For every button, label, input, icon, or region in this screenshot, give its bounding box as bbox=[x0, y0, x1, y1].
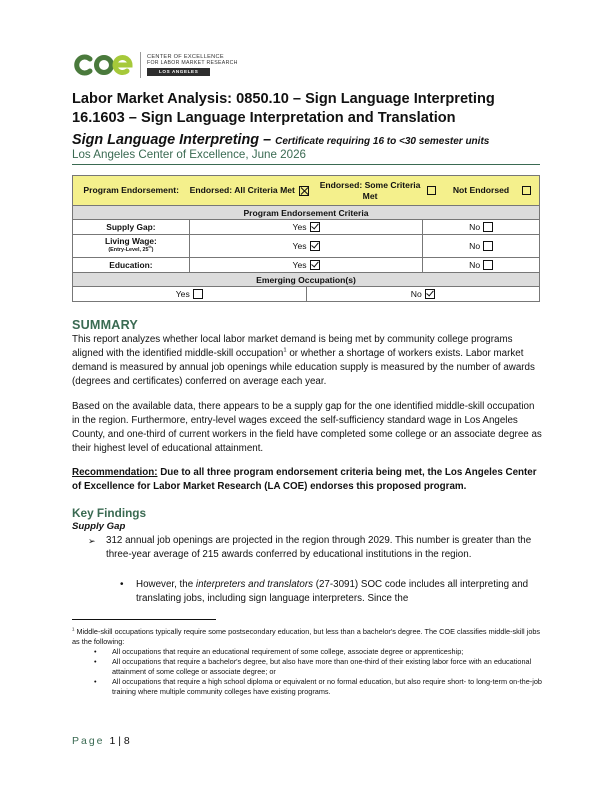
criteria-row-living-wage: Living Wage: (Entry-Level, 25th) Yes No bbox=[73, 235, 540, 258]
criteria-sub: (Entry-Level, 25th) bbox=[108, 245, 154, 253]
option-all-criteria: Endorsed: All Criteria Met bbox=[189, 185, 295, 195]
supply-gap-no-checkbox[interactable] bbox=[483, 222, 493, 232]
logo-divider bbox=[140, 52, 141, 78]
emerging-header-row bbox=[73, 273, 540, 287]
criteria-header-row bbox=[73, 206, 540, 220]
finding-sub-bullet-1: • However, the interpreters and translators (27-3091) SOC code includes all interpreting and translating jobs, including sign language interpreters. Since the bbox=[120, 579, 529, 604]
all-criteria-checkbox[interactable] bbox=[299, 186, 309, 196]
arrow-bullet-icon: ➢ bbox=[88, 536, 96, 546]
title-date: Los Angeles Center of Excellence, June 2026 bbox=[72, 148, 306, 161]
title-line3 bbox=[72, 131, 489, 149]
not-endorsed-checkbox[interactable] bbox=[522, 186, 531, 195]
emerging-header: Emerging Occupation(s) bbox=[73, 273, 540, 287]
footnote-intro: $^1$ Middle-skill occupations typically require some postsecondary education, but less than a bachelor's degree. The COE classifies middle-skill jobs as the following: bbox=[72, 626, 541, 646]
criteria-header: Program Endorsement Criteria bbox=[73, 206, 540, 220]
program-endorsement-label: Program Endorsement: bbox=[83, 185, 179, 195]
footnote-list bbox=[72, 647, 542, 697]
title-line2: 16.1603 – Sign Language Interpretation and Translation bbox=[72, 110, 456, 126]
coe-logo bbox=[72, 52, 238, 78]
page-footer bbox=[72, 735, 130, 747]
option-not-endorsed: Not Endorsed bbox=[452, 185, 510, 195]
recommendation-label: Recommendation: bbox=[72, 467, 158, 478]
education-yes-checkbox[interactable] bbox=[310, 260, 320, 270]
logo-line1: CENTER OF EXCELLENCE bbox=[147, 53, 224, 60]
summary-paragraph-1: This report analyzes whether local labor market demand is being met by community college programs aligned with the identified middle-skill occupation$^1$ or whether a shortage of workers exists. Labor market demand is measured by annual job openings while education supply is measured by the number of awards (degrees and certificates) conferred on average each year. bbox=[72, 334, 535, 387]
coe-logo-mark bbox=[72, 52, 136, 78]
finding-bullet-1: ➢ 312 annual job openings are projected in the region through 2029. This number is greater than the three-year average of 215 awards conferred by educational institutions in the region. bbox=[88, 535, 532, 560]
footnote-ref[interactable]: 1 bbox=[283, 347, 287, 354]
logo-badge: LOS ANGELES bbox=[147, 68, 210, 77]
coe-letters-icon bbox=[72, 54, 136, 76]
key-findings-heading: Key Findings bbox=[72, 506, 147, 520]
education-no-checkbox[interactable] bbox=[483, 260, 493, 270]
criteria-name: Education: bbox=[73, 258, 190, 273]
dot-bullet-icon: • bbox=[120, 579, 124, 590]
endorsement-header-row bbox=[73, 176, 540, 206]
option-some-criteria: Endorsed: Some Criteria Met bbox=[319, 179, 421, 201]
footnote bbox=[72, 627, 542, 697]
criteria-row-education: Education: Yes No bbox=[73, 258, 540, 273]
footnote-item: • All occupations that require an educational requirement of some college, associate degree or apprenticeship; bbox=[72, 647, 542, 657]
title-program-name: Sign Language Interpreting – bbox=[72, 132, 276, 148]
title-rule bbox=[72, 164, 540, 165]
footnote-item: • All occupations that require a bachelor's degree, but also have more than one-third of their existing labor force with an educational attainment of some college or associate degree; or bbox=[72, 657, 542, 677]
title-line1: Labor Market Analysis: 0850.10 – Sign Language Interpreting bbox=[72, 91, 495, 107]
endorsement-table bbox=[72, 175, 540, 302]
page-number: 1 | 8 bbox=[109, 735, 130, 747]
emerging-no-checkbox[interactable] bbox=[425, 289, 435, 299]
criteria-name: Supply Gap: bbox=[73, 220, 190, 235]
emerging-row: Yes No bbox=[73, 287, 540, 302]
summary-heading: SUMMARY bbox=[72, 318, 138, 332]
criteria-name: Living Wage: (Entry-Level, 25th) bbox=[73, 235, 190, 258]
title-program-type: Certificate requiring 16 to <30 semester units bbox=[275, 136, 490, 147]
criteria-row-supply-gap: Supply Gap: Yes No bbox=[73, 220, 540, 235]
logo-line2: FOR LABOR MARKET RESEARCH bbox=[147, 60, 238, 67]
living-wage-yes-checkbox[interactable] bbox=[310, 241, 320, 251]
logo-text bbox=[147, 54, 238, 77]
summary-paragraph-2: Based on the available data, there appears to be a supply gap for the one identified middle-skill occupation in the region. Furthermore, entry-level wages exceed the self-sufficiency standard wage in Los Angeles County, and one-third of current workers in the field have completed some college or an associate degree as their highest level of educational attainment. bbox=[72, 401, 542, 454]
footnote-item: • All occupations that require a high school diploma or equivalent or no formal education, but also require short- to long-term on-the-job training where multiple community colleges have existing programs. bbox=[72, 677, 542, 697]
supply-gap-yes-checkbox[interactable] bbox=[310, 222, 320, 232]
supply-gap-subheading: Supply Gap bbox=[72, 521, 126, 532]
emerging-yes-checkbox[interactable] bbox=[193, 289, 203, 299]
some-criteria-checkbox[interactable] bbox=[427, 186, 436, 195]
footnote-rule bbox=[72, 619, 216, 620]
page-label: Page bbox=[72, 735, 105, 747]
recommendation: Recommendation: Due to all three program endorsement criteria being met, the Los Angeles Center of Excellence for Labor Market Research (LA COE) endorses this proposed program. bbox=[72, 467, 537, 492]
living-wage-no-checkbox[interactable] bbox=[483, 241, 493, 251]
